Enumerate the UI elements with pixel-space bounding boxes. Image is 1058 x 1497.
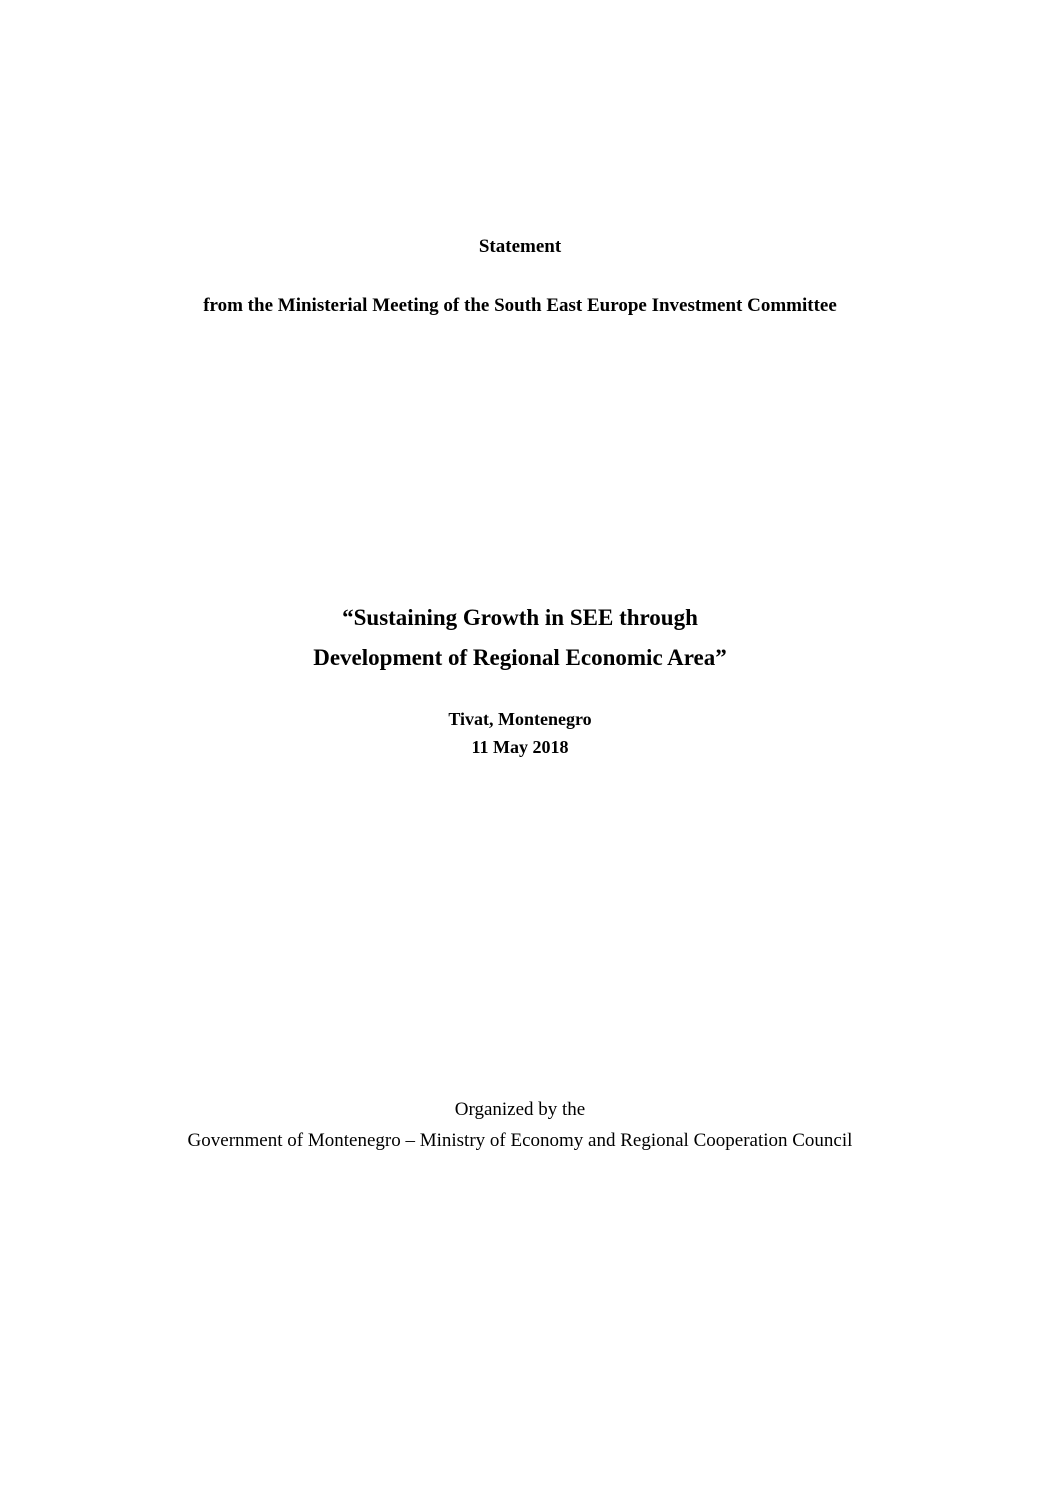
organized-by-label: Organized by the <box>454 1099 586 1120</box>
meeting-title-line-2: Development of Regional Economic Area” <box>313 645 727 670</box>
meeting-location: Tivat, Montenegro <box>448 709 592 729</box>
organizers-text: Government of Montenegro – Ministry of Economy and Regional Cooperation Council <box>187 1130 853 1151</box>
document-heading: Statement <box>478 236 562 257</box>
meeting-title-line-1: “Sustaining Growth in SEE through <box>342 605 698 630</box>
meeting-date: 11 May 2018 <box>471 737 569 757</box>
document-subheading: from the Ministerial Meeting of the South East Europe Investment Committee <box>203 295 837 316</box>
